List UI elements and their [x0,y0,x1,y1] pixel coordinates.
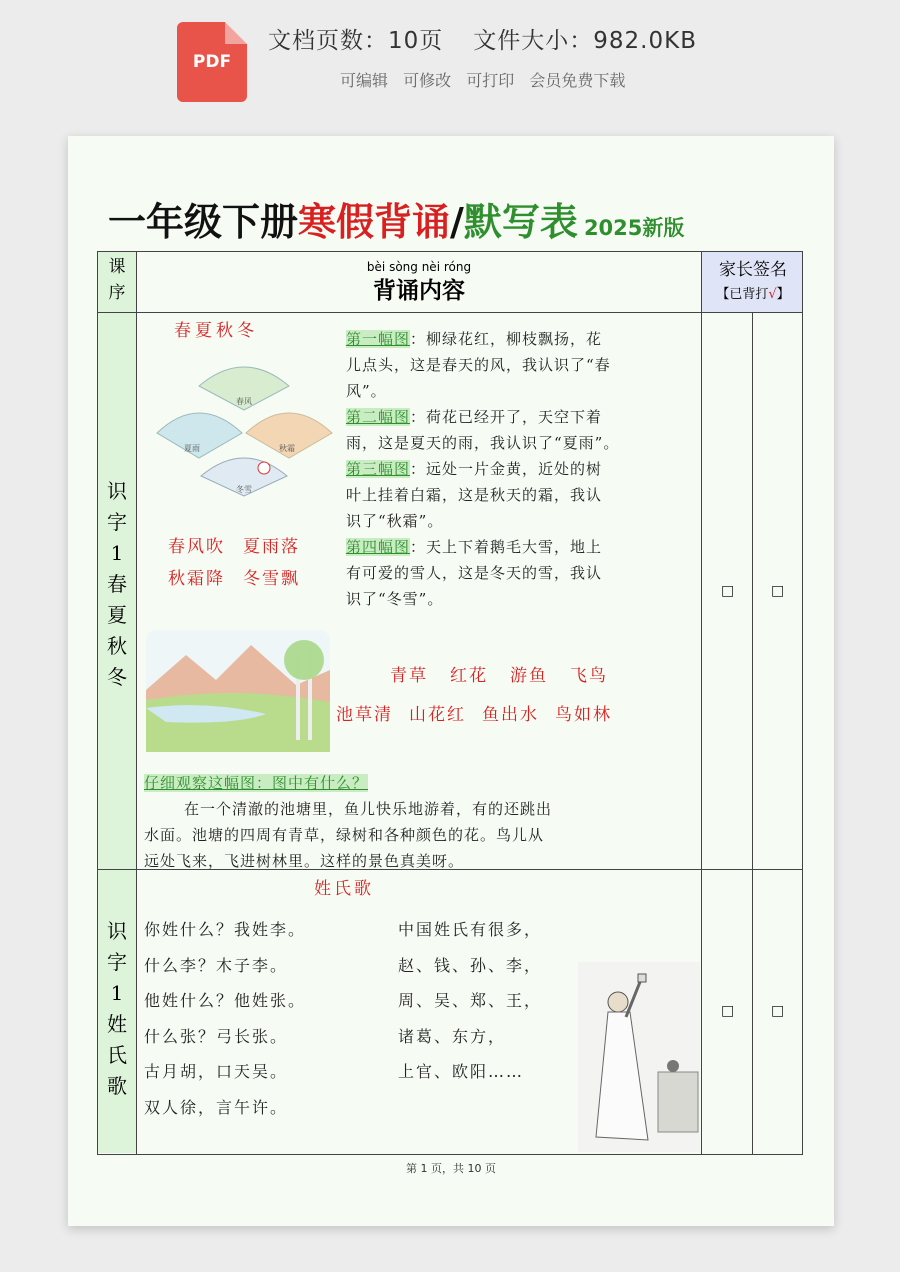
text-line: 风”。 [346,382,387,400]
text-line: ：柳绿花红，柳枝飘扬，花 [410,330,603,348]
parent-signature-note [702,283,804,302]
page-footer: 第 1 页，共 10 页 [406,1162,496,1175]
poem-line: 赵、钱、孙、李， [398,955,543,975]
observe-tag: 仔细观察这幅图：图中有什么？ [144,774,369,792]
seasons-fans-illustration [154,348,334,498]
paragraph-3 [346,456,686,482]
title-grade: 一年级下册 [108,199,299,244]
landscape-illustration [146,630,330,752]
text-line: ：远处一片金黄，近处的树 [410,460,603,478]
word: 红花 [450,666,488,686]
word: 池草清 [336,705,393,725]
lesson2-checkbox-signed[interactable]: □ [771,1003,786,1019]
table-rule [701,251,702,1155]
text-line: 叶上挂着白霜，这是秋天的霜，我认 [346,486,603,504]
word-group-d [336,702,612,728]
word: 鸟如林 [555,705,612,725]
word: 夏雨落 [243,537,300,557]
picture-tag: 第二幅图 [346,408,411,426]
parent-note-text: 【已背打 [716,287,769,302]
table-border-bottom [97,1154,803,1155]
fan-label-winter: 冬雪 [236,485,252,494]
poem-line: 你姓什么？我姓李。 [144,920,307,939]
season-description [346,326,686,612]
feature-list [340,68,635,91]
picture-tag: 第四幅图 [346,538,411,556]
lesson1-label-char: 春 [107,572,127,596]
fan-label-summer: 夏雨 [184,444,200,453]
title-version: 2025新版 [583,216,685,240]
text-line: 有可爱的雪人，这是冬天的雪，我认 [346,564,603,582]
word: 冬雪飘 [243,569,300,589]
picture-tag: 第三幅图 [346,460,411,478]
table-rule [97,312,803,313]
snowman-icon [258,462,270,474]
lesson1-checkbox-signed[interactable]: □ [771,583,786,599]
poem-right-column [398,912,542,1090]
lesson2-checkbox-recited[interactable]: □ [721,1003,736,1019]
lesson1-label-char: 字 [107,510,127,534]
text-line: ：天上下着鹅毛大雪，地上 [410,538,603,556]
fan-label-autumn: 秋霜 [279,444,295,453]
word: 山花红 [409,705,466,725]
lesson-header [98,254,136,306]
observation-paragraph [144,796,704,874]
fan-label-spring: 春风 [236,397,252,406]
lesson2-label [98,916,136,1102]
cup-icon [638,974,646,982]
table-border-top [97,251,803,252]
file-size: 文件大小：982.0KB [473,28,697,54]
tree-foliage [284,640,324,680]
text-line: 在一个清澈的池塘里，鱼儿快乐地游着，有的还跳出 [184,800,553,818]
poem-left-column [144,912,306,1125]
poem-line: 什么张？弓长张。 [144,1026,289,1046]
poem-line: 古月胡，口天吴。 [144,1062,289,1081]
picture-tag: 第一幅图 [346,330,411,348]
text-line: 儿点头，这是春天的风，我认识了“春 [346,356,611,374]
table-border-right [802,251,803,1155]
lesson2-label-char: 氏 [107,1043,127,1067]
page-count: 文档页数：10页 [268,28,444,54]
text-line: 雨，这是夏天的雨，我认识了“夏雨”。 [346,434,620,452]
parent-signature-header: 家长签名 [719,260,787,280]
checkmark-icon: √ [768,287,777,302]
title-dictation: 默写表 [463,199,578,244]
pdf-file-icon [177,22,247,102]
meadow [146,693,330,752]
lesson2-label-char: 字 [107,950,127,974]
feature-modifiable: 可修改 [403,71,452,90]
lesson1-label-char: 冬 [107,665,127,689]
lesson2-label-char: 1 [110,981,124,1005]
poem-line: 什么李？木子李。 [144,955,289,975]
lesson-header-char: 课 [108,257,126,277]
lesson-header-char: 序 [108,283,126,303]
lesson1-checkbox-recited[interactable]: □ [721,583,736,599]
wine-jar-icon [667,1060,679,1072]
observe-prompt [144,770,368,796]
parent-note-text: 】 [776,287,790,302]
lesson1-label-char: 1 [110,541,124,565]
page-title [108,191,684,246]
poem-line: 双人徐，言午许。 [144,1097,289,1117]
text-line: 水面。池塘的四周有青草，绿树和各种颜色的花。鸟儿从 [144,826,545,844]
content-header-pinyin: bèi sòng nèi róng [366,260,472,274]
paragraph-4 [346,534,686,560]
lesson1-label [98,476,136,693]
text-line: ：荷花已经开了，天空下着 [410,408,603,426]
lesson1-label-char: 秋 [107,634,127,658]
title-slash: / [450,199,464,244]
word: 青草 [390,666,428,686]
word-group-a [168,534,300,560]
content-header: 背诵内容 [373,277,465,304]
poem-line: 他姓什么？他姓张。 [144,991,307,1010]
lesson1-heading: 春夏秋冬 [174,321,258,341]
stone-table [658,1072,698,1132]
word: 飞鸟 [570,666,608,686]
feature-printable: 可打印 [466,71,515,90]
poem-line: 周、吴、郑、王， [398,991,543,1010]
word: 鱼出水 [482,705,539,725]
table-rule [752,312,753,1155]
lesson2-label-char: 识 [107,919,127,943]
lesson1-label-char: 夏 [107,603,127,627]
lesson2-label-char: 姓 [107,1012,127,1036]
word: 秋霜降 [168,569,225,589]
feature-editable: 可编辑 [340,71,389,90]
text-line: 识了“冬雪”。 [346,590,444,608]
lesson2-heading: 姓氏歌 [314,879,374,899]
document-meta [268,22,727,55]
word: 春风吹 [168,537,225,557]
poem-line: 中国姓氏有很多， [398,920,543,939]
document-page [68,136,834,1226]
word-group-c [390,663,608,689]
title-recite: 寒假背诵 [298,199,451,244]
feature-free-download: 会员免费下载 [529,71,626,90]
paragraph-2 [346,404,686,430]
text-line: 识了“秋霜”。 [346,512,444,530]
pdf-badge-label: PDF [192,52,232,72]
poem-line: 上官、欧阳…… [398,1062,525,1081]
table-rule [136,251,137,1155]
word-group-b [168,566,300,592]
word: 游鱼 [510,666,548,686]
lesson1-label-char: 识 [107,479,127,503]
lesson2-label-char: 歌 [107,1074,127,1098]
poem-line: 诸葛、东方， [398,1026,507,1046]
paragraph-1 [346,326,686,352]
scholar-head [608,992,628,1012]
text-line: 远处飞来，飞进树林里。这样的景色真美呀。 [144,852,465,870]
scholar-illustration [578,962,700,1152]
